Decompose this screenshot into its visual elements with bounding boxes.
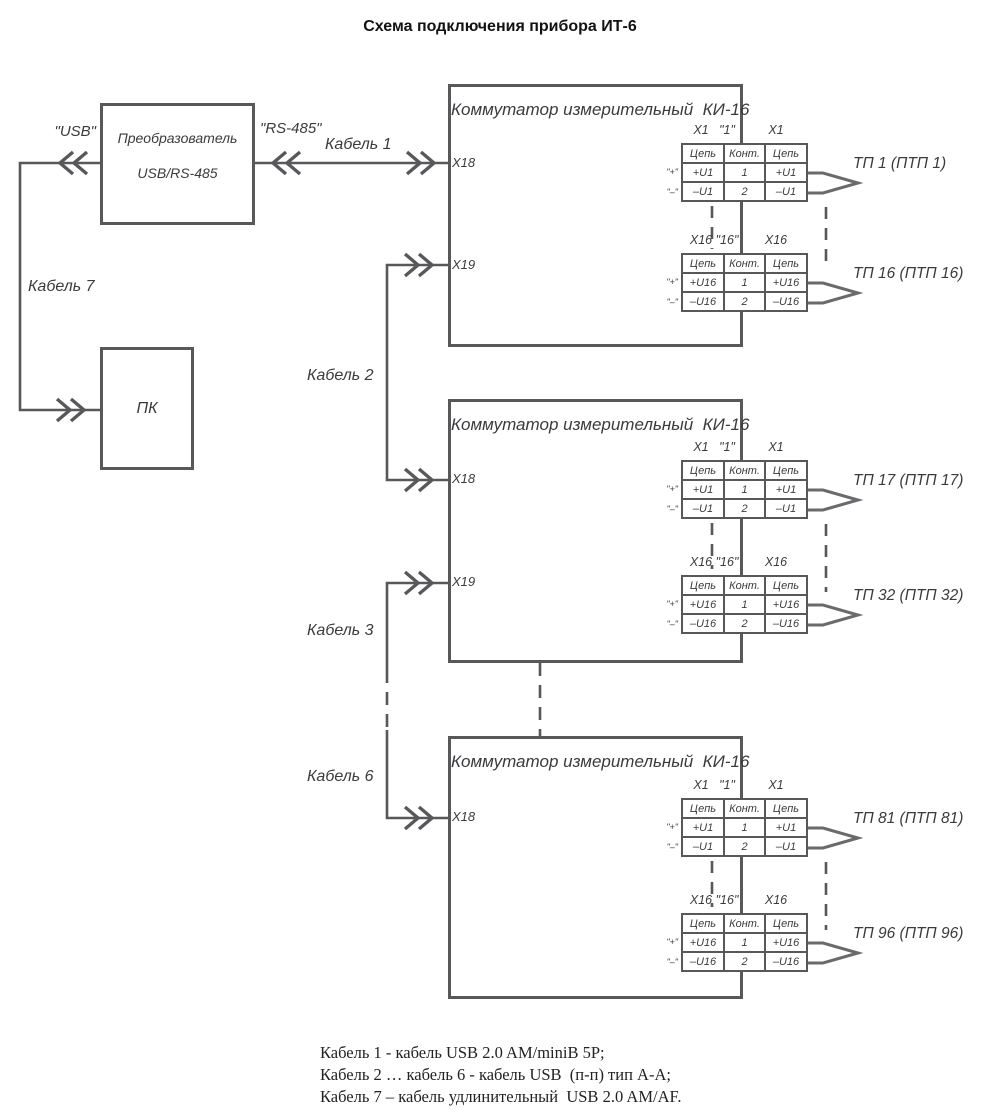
cell-circuit: +U1 <box>765 818 807 837</box>
cable-6-label: Кабель 6 <box>307 768 374 785</box>
connector-table-x16 <box>660 233 830 321</box>
cell-circuit: –U1 <box>682 499 724 518</box>
cable-6-wire <box>387 730 448 818</box>
cell-circuit: –U16 <box>682 614 724 633</box>
connector-designation-number: "16" <box>715 233 739 247</box>
rs485-port-label: "RS-485" <box>260 120 322 137</box>
connector-designation-right: X16 <box>764 233 788 247</box>
legend-line-2: Кабель 2 … кабель 6 - кабель USB (п-п) тип А-А; <box>320 1065 671 1084</box>
connector-pin-table <box>681 798 808 857</box>
tp-label-1: ТП 1 (ПТП 1) <box>853 155 947 172</box>
tp-label-32: ТП 32 (ПТП 32) <box>853 587 964 604</box>
col-header-circuit: Цепь <box>682 914 724 933</box>
cell-pin: 1 <box>724 595 765 614</box>
cell-circuit: +U1 <box>682 480 724 499</box>
col-header-circuit: Цепь <box>765 799 807 818</box>
connector-pin-table <box>681 253 808 312</box>
col-header-contact: Конт. <box>724 799 765 818</box>
polarity-minus-label: "–" <box>666 297 678 307</box>
connector-designation-left: X1 <box>693 440 709 454</box>
connector-pin-table <box>681 460 808 519</box>
converter-name-line2: USB/RS-485 <box>137 165 218 181</box>
cell-circuit: +U16 <box>682 933 724 952</box>
polarity-minus-label: "–" <box>666 187 678 197</box>
cell-circuit: +U1 <box>682 818 724 837</box>
col-header-contact: Конт. <box>724 576 765 595</box>
connector-designation-number: "1" <box>719 123 735 137</box>
col-header-circuit: Цепь <box>765 576 807 595</box>
connector-designation-right: X16 <box>764 893 788 907</box>
cable-1-label: Кабель 1 <box>325 136 392 153</box>
polarity-minus-label: "–" <box>666 504 678 514</box>
pc-label: ПК <box>136 400 158 417</box>
connector-designation-number: "1" <box>719 778 735 792</box>
col-header-circuit: Цепь <box>765 461 807 480</box>
col-header-contact: Конт. <box>724 144 765 163</box>
connector-table-x1 <box>660 440 830 528</box>
cell-circuit: –U16 <box>682 952 724 971</box>
polarity-plus-label: "+" <box>666 599 678 609</box>
cable-2-wire <box>387 265 448 480</box>
tp-label-17: ТП 17 (ПТП 17) <box>853 472 964 489</box>
connector-designation-right: X1 <box>768 440 784 454</box>
connector-pin-table <box>681 575 808 634</box>
connector-designation-left: X16 <box>689 233 713 247</box>
legend-line-3: Кабель 7 – кабель удлинительный USB 2.0 AM/AF. <box>320 1087 682 1106</box>
connector-designation-number: "16" <box>715 555 739 569</box>
connector-chevron-icons <box>57 152 434 829</box>
polarity-plus-label: "+" <box>666 484 678 494</box>
connector-table-x1 <box>660 778 830 866</box>
polarity-plus-label: "+" <box>666 277 678 287</box>
polarity-plus-label: "+" <box>666 167 678 177</box>
cell-pin: 2 <box>724 182 765 201</box>
cell-pin: 1 <box>724 273 765 292</box>
connector-designation-left: X1 <box>693 123 709 137</box>
polarity-plus-label: "+" <box>666 822 678 832</box>
cell-pin: 2 <box>724 614 765 633</box>
tp-label-16: ТП 16 (ПТП 16) <box>853 265 964 282</box>
cell-circuit: –U16 <box>765 952 807 971</box>
cell-pin: 1 <box>724 933 765 952</box>
col-header-circuit: Цепь <box>765 144 807 163</box>
col-header-contact: Конт. <box>724 914 765 933</box>
usb-port-label: "USB" <box>54 123 96 140</box>
commutator-2-x19-label: X19 <box>452 574 476 589</box>
tp-label-96: ТП 96 (ПТП 96) <box>853 925 964 942</box>
col-header-circuit: Цепь <box>765 254 807 273</box>
cable-legend <box>320 1042 681 1108</box>
cable-3-wire <box>387 583 448 670</box>
cell-circuit: –U16 <box>765 292 807 311</box>
connector-designation-left: X1 <box>693 778 709 792</box>
cell-pin: 1 <box>724 818 765 837</box>
cell-pin: 2 <box>724 292 765 311</box>
converter-box <box>100 103 255 225</box>
connector-designation-left: X16 <box>689 893 713 907</box>
commutator-2-x18-label: X18 <box>452 471 476 486</box>
cable-3-label: Кабель 3 <box>307 622 374 639</box>
col-header-circuit: Цепь <box>682 144 724 163</box>
converter-name-line1: Преобразователь <box>117 130 238 146</box>
tp-label-81: ТП 81 (ПТП 81) <box>853 810 964 827</box>
polarity-minus-label: "–" <box>666 842 678 852</box>
connector-pin-table <box>681 913 808 972</box>
polarity-minus-label: "–" <box>666 619 678 629</box>
commutator-3-x18-label: X18 <box>452 809 476 824</box>
cell-circuit: +U1 <box>682 163 724 182</box>
connector-table-x16 <box>660 893 830 981</box>
cell-pin: 2 <box>724 499 765 518</box>
cell-circuit: +U16 <box>765 273 807 292</box>
col-header-contact: Конт. <box>724 461 765 480</box>
cell-circuit: +U16 <box>765 933 807 952</box>
commutator-2-title: Коммутатор измерительный КИ-16 <box>451 415 750 434</box>
cell-circuit: +U1 <box>765 163 807 182</box>
connector-designation-number: "1" <box>719 440 735 454</box>
cell-circuit: –U1 <box>682 837 724 856</box>
connector-designation-right: X1 <box>768 123 784 137</box>
legend-line-1: Кабель 1 - кабель USB 2.0 AM/miniB 5P; <box>320 1043 605 1062</box>
cell-circuit: –U1 <box>682 182 724 201</box>
polarity-minus-label: "–" <box>666 957 678 967</box>
cell-circuit: –U1 <box>765 499 807 518</box>
col-header-circuit: Цепь <box>682 461 724 480</box>
connector-table-x16 <box>660 555 830 643</box>
commutator-1-x18-label: X18 <box>452 155 476 170</box>
cell-circuit: –U16 <box>682 292 724 311</box>
cell-pin: 2 <box>724 952 765 971</box>
cell-circuit: +U1 <box>765 480 807 499</box>
connector-designation-number: "16" <box>715 893 739 907</box>
col-header-circuit: Цепь <box>682 799 724 818</box>
polarity-plus-label: "+" <box>666 937 678 947</box>
cell-circuit: –U1 <box>765 182 807 201</box>
col-header-circuit: Цепь <box>682 576 724 595</box>
cell-circuit: –U1 <box>765 837 807 856</box>
commutator-1-x19-label: X19 <box>452 257 476 272</box>
cable-2-label: Кабель 2 <box>307 367 374 384</box>
col-header-contact: Конт. <box>724 254 765 273</box>
cell-circuit: +U16 <box>682 595 724 614</box>
cable-7-label: Кабель 7 <box>28 278 95 295</box>
col-header-circuit: Цепь <box>765 914 807 933</box>
cell-circuit: –U16 <box>765 614 807 633</box>
connector-designation-right: X1 <box>768 778 784 792</box>
connector-designation-right: X16 <box>764 555 788 569</box>
cell-pin: 1 <box>724 163 765 182</box>
cell-circuit: +U16 <box>682 273 724 292</box>
connector-pin-table <box>681 143 808 202</box>
commutator-3-title: Коммутатор измерительный КИ-16 <box>451 752 750 771</box>
page-title: Схема подключения прибора ИТ-6 <box>363 18 637 35</box>
cell-pin: 1 <box>724 480 765 499</box>
cell-circuit: +U16 <box>765 595 807 614</box>
commutator-1-title: Коммутатор измерительный КИ-16 <box>451 100 750 119</box>
col-header-circuit: Цепь <box>682 254 724 273</box>
connector-table-x1 <box>660 123 830 211</box>
connector-designation-left: X16 <box>689 555 713 569</box>
cell-pin: 2 <box>724 837 765 856</box>
